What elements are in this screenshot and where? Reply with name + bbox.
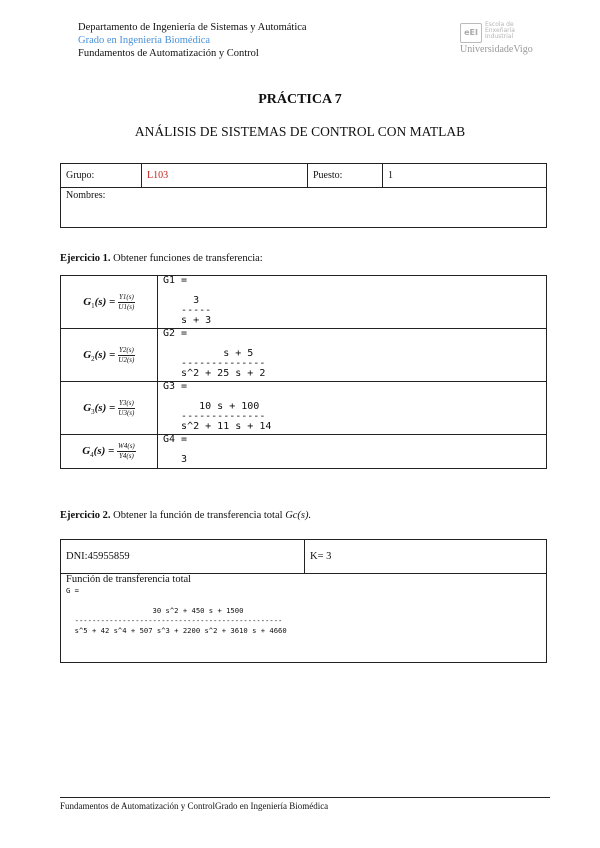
page-title: PRÁCTICA 7: [258, 92, 342, 107]
grupo-value: L103: [142, 164, 308, 188]
dni-cell: DNI:45955859: [61, 540, 305, 574]
tf-formula-1: $G_1(s)$ = $\frac{Y1(s)}{U1(s)}$: [61, 276, 158, 329]
info-table: [60, 163, 547, 228]
logo-university-name: UniversidadeVigo: [460, 44, 533, 55]
total-tf-cell: [61, 574, 547, 663]
total-tf-table: [60, 539, 547, 663]
exercise1-label: Ejercicio 1.: [60, 253, 111, 264]
tf-output-2: G2 = s + 5 -------------- s^2 + 25 s + 2: [158, 329, 547, 382]
grupo-label: Grupo:: [61, 164, 142, 188]
exercise1-heading: [60, 253, 263, 264]
exercise2-text: Obtener la función de transferencia total: [113, 510, 283, 521]
page-footer: Fundamentos de Automatización y ControlGrado en Ingeniería Biomédica: [60, 801, 329, 811]
tf-formula-4: $G_4(s)$ = $\frac{W4(s)}{Y4(s)}$: [61, 435, 158, 469]
exercise2-heading: [60, 510, 311, 521]
total-tf-output: G = 30 s^2 + 450 s + 1500 ------------------------------------------------ s^5 + 42 s^4 + 507 s^3 + 2200 s^2 + 3610 s + 4660: [66, 586, 287, 635]
table-row: [61, 435, 547, 469]
table-row: [61, 329, 547, 382]
gc-symbol: Gc(s).: [285, 510, 312, 521]
university-logo: [458, 20, 538, 58]
tf-output-1: G1 = 3 ----- s + 3: [158, 276, 547, 329]
header-degree: Grado en Ingeniería Biomédica: [78, 35, 211, 46]
transfer-functions-table: [60, 275, 547, 469]
page-subtitle: ANÁLISIS DE SISTEMAS DE CONTROL CON MATLAB: [134, 124, 466, 139]
exercise2-label: Ejercicio 2.: [60, 510, 111, 521]
logo-mark: eEI: [460, 23, 482, 43]
header-department: Departamento de Ingeniería de Sistemas y Automática: [78, 22, 307, 33]
exercise1-text: Obtener funciones de transferencia:: [113, 253, 263, 264]
tf-formula-2: $G_2(s)$ = $\frac{Y2(s)}{U2(s)}$: [61, 329, 158, 382]
footer-divider: [60, 797, 550, 798]
nombres-label: Nombres:: [61, 188, 547, 228]
puesto-label: Puesto:: [308, 164, 383, 188]
total-tf-label: Función de transferencia total: [66, 574, 192, 585]
header-course: Fundamentos de Automatización y Control: [78, 48, 259, 59]
tf-output-3: G3 = 10 s + 100 -------------- s^2 + 11 s + 14: [158, 382, 547, 435]
puesto-value: 1: [383, 164, 547, 188]
tf-formula-3: $G_3(s)$ = $\frac{Y3(s)}{U3(s)}$: [61, 382, 158, 435]
k-cell: K= 3: [305, 540, 547, 574]
logo-school-name: Escola de Enxeñaría Industrial: [485, 21, 515, 40]
table-row: [61, 276, 547, 329]
table-row: [61, 382, 547, 435]
tf-output-4: G4 = 3: [158, 435, 547, 469]
